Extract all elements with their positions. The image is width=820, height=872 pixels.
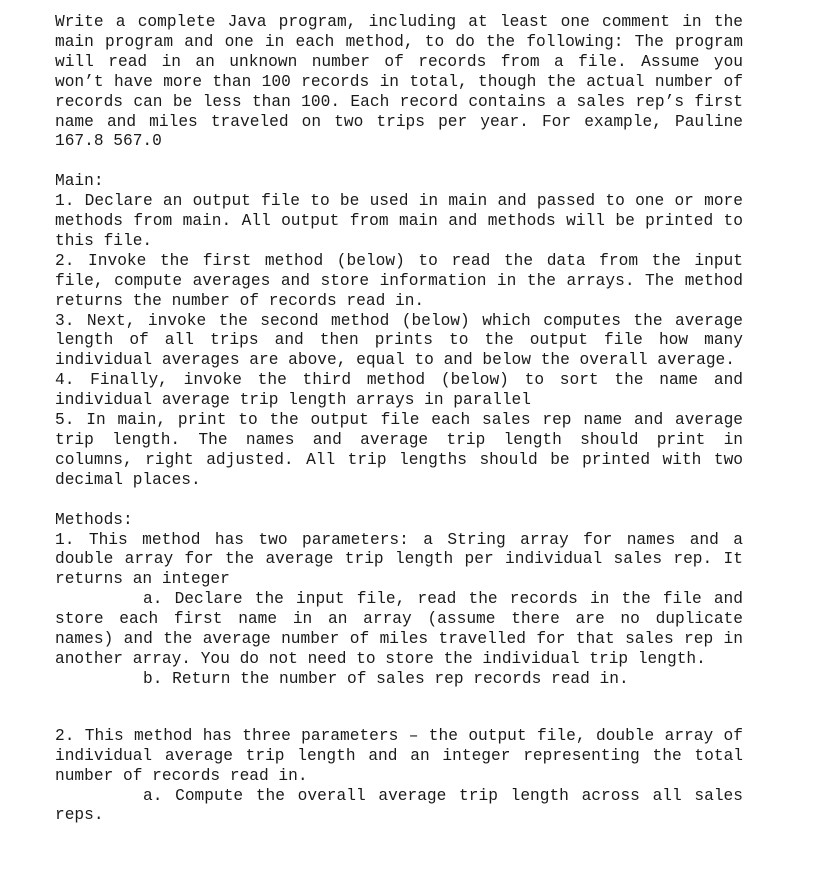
- method-1-description: 1. This method has two parameters: a String array for names and a double array for the average trip length per individual sales rep. It returns an integer: [55, 530, 743, 589]
- methods-heading: Methods:: [55, 510, 133, 529]
- main-step-5: 5. In main, print to the output file each sales rep name and average trip length. The names and average trip length should print in columns, right adjusted. All trip lengths should be printed with two decimal places.: [55, 411, 743, 489]
- method-1-step-b: b. Return the number of sales rep records read in.: [143, 669, 629, 688]
- intro-paragraph: Write a complete Java program, including at least one comment in the main program and one in each method, to do the following: The program will read in an unknown number of records from a file. Assume you won’t have more than 100 records in total, though the actual number of records can be less than 100. Each record contains a sales rep’s first name and miles traveled on two trips per year. For example, Pauline 167.8 567.0: [55, 13, 743, 151]
- main-step-2: 2. Invoke the first method (below) to read the data from the input file, compute averages and store information in the arrays. The method returns the number of records read in.: [55, 251, 743, 310]
- assignment-document: [55, 13, 743, 826]
- method-2-description: 2. This method has three parameters – the output file, double array of individual average trip length and an integer representing the total number of records read in.: [55, 726, 743, 785]
- main-step-3: 3. Next, invoke the second method (below) which computes the average length of all trips and then prints to the output file how many individual averages are above, equal to and below the overall average.: [55, 311, 743, 370]
- main-heading: Main:: [55, 172, 104, 191]
- main-step-4: 4. Finally, invoke the third method (below) to sort the name and individual average trip length arrays in parallel: [55, 371, 743, 410]
- method-2-step-a: a. Compute the overall average trip length across all sales reps.: [55, 786, 743, 825]
- main-step-1: 1. Declare an output file to be used in main and passed to one or more methods from main. All output from main and methods will be printed to this file.: [55, 192, 743, 250]
- method-1-step-a: a. Declare the input file, read the records in the file and store each first name in an array (assume there are no duplicate names) and the average number of miles travelled for that sales rep in another array. You do not need to store the individual trip length.: [55, 590, 743, 668]
